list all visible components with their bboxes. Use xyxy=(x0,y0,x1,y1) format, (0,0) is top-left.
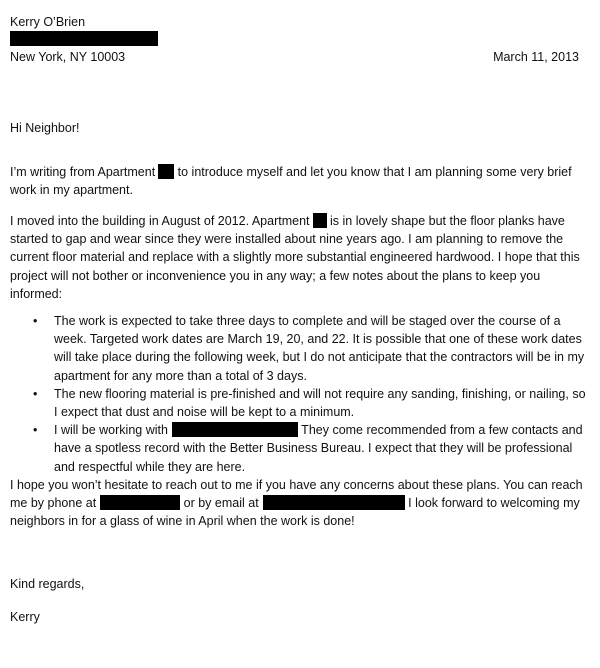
paragraph-contact xyxy=(10,476,590,531)
signature: Kerry xyxy=(10,610,40,624)
redaction-block xyxy=(10,31,158,46)
redaction-block xyxy=(172,422,298,437)
list-item xyxy=(0,312,600,385)
list-item-text-2: They come recommended from a few contacts and have a spotless record with the Better Business Bureau. I expect that they will be professional and respectful while they are here. xyxy=(54,423,583,474)
paragraph-contact-text-2: or by email at xyxy=(180,496,259,511)
redaction-block xyxy=(100,495,180,510)
paragraph-intro-text-1: I’m writing from Apartment xyxy=(10,165,156,179)
list-item-text-1: I will be working with xyxy=(54,423,168,438)
redacted-address-line xyxy=(10,31,158,47)
closing: Kind regards, xyxy=(10,577,85,591)
paragraph-details xyxy=(10,212,590,303)
paragraph-details-text-1: I moved into the building in August of 2012. Apartment xyxy=(10,214,310,228)
greeting: Hi Neighbor! xyxy=(10,121,80,135)
redaction-block xyxy=(158,164,174,179)
letter-date: March 11, 2013 xyxy=(493,50,579,64)
list-item xyxy=(0,385,600,421)
list-item-text: The work is expected to take three days to complete and will be staged over the course of a week. Targeted work dates are March 19, 20, and 22. It is possible that one of these work dates will take place during the following week, but I do not anticipate that the contractors will be in my apartment for any more than a total of 3 days. xyxy=(54,314,585,383)
paragraph-intro-text-2: to introduce myself and let you know that I am planning some very brief work in my apartment. xyxy=(10,165,572,198)
paragraph-contact-text-3: I look forward to welcoming my neighbors in for a glass of wine in April when the work is done! xyxy=(10,496,580,529)
paragraph-contact-text-1: I hope you won’t hesitate to reach out to me if you have any concerns about these plans. You can reach me by phone at xyxy=(10,478,583,511)
sender-name: Kerry O’Brien xyxy=(10,15,86,29)
list-item xyxy=(0,421,600,476)
redaction-block xyxy=(263,495,405,510)
paragraph-details-text-2: is in lovely shape but the floor planks have started to gap and wear since they were installed about nine years ago. I am planning to remove the current floor material and replace with a slightly more substantial engineered hardwood. I hope that this project will not bother or inconvenience you in any way; a few notes about the plans to keep you informed: xyxy=(10,214,580,301)
list-item-text: The new flooring material is pre-finished and will not require any sanding, finishing, or nailing, so I expect that dust and noise will be kept to a minimum. xyxy=(54,386,586,420)
notes-list xyxy=(0,312,600,476)
paragraph-intro xyxy=(10,163,590,199)
redaction-block xyxy=(313,213,327,228)
sender-city-line: New York, NY 10003 xyxy=(10,50,126,64)
